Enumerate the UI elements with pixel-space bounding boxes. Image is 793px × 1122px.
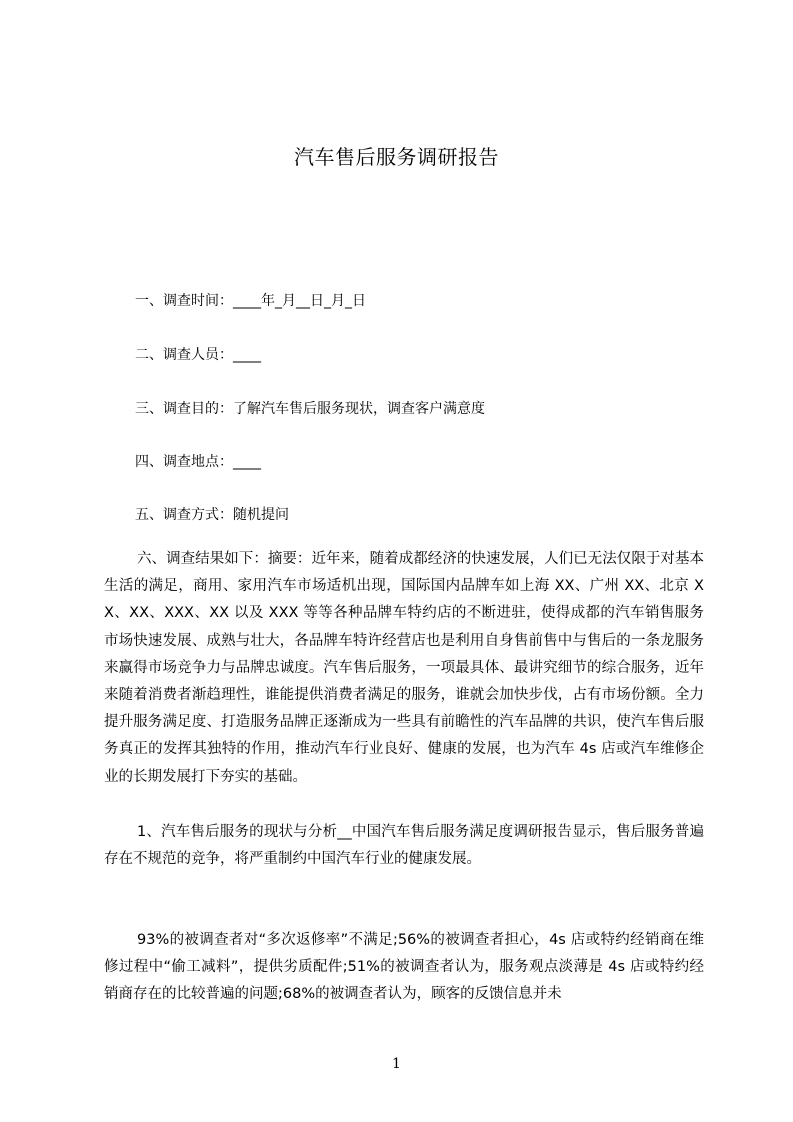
- survey-purpose-line: 三、调查目的：了解汽车售后服务现状，调查客户满意度: [135, 401, 485, 417]
- document-title: 汽车售后服务调研报告: [294, 145, 499, 169]
- survey-statistics-paragraph: 93%的被调查者对“多次返修率”不满足;56%的被调查者担心，4s 店或特约经销商在维修过程中“偷工减料”，提供劣质配件;51%的被调查者认为，服务观点淡薄是 4s 店或特约经销商存在的比较普遍的问题;68%的被调查者认为，顾客的反馈信息并未: [104, 932, 704, 1003]
- survey-location-line: 四、调查地点：____: [135, 454, 261, 470]
- aftersales-status-paragraph: 1、汽车售后服务的现状与分析__中国汽车售后服务满足度调研报告显示，售后服务普遍存在不规范的竞争，将严重制约中国汽车行业的健康发展。: [104, 824, 704, 868]
- survey-time-line: 一、调查时间：____年_月__日_月_日: [135, 293, 366, 309]
- survey-staff-line: 二、调查人员：____: [135, 347, 261, 363]
- survey-method-line: 五、调查方式：随机提问: [135, 507, 289, 523]
- page-number: 1: [392, 1056, 401, 1072]
- survey-results-paragraph: 六、调查结果如下：摘要：近年来，随着成都经济的快速发展，人们已无法仅限于对基本生活的满足，商用、家用汽车市场适机出现，国际国内品牌车如上海 XX、广州 XX、北京 XX、XX、XXX、XX 以及 XXX 等等各种品牌车特约店的不断进驻，使得成都的汽车销售服务市场快速发展、成熟与壮大，各品牌车特许经营店也是利用自身售前售中与售后的一条龙服务来赢得市场竞争力与品牌忠诚度。汽车售后服务，一项最具体、最讲究细节的综合服务，近年来随着消费者渐趋理性，谁能提供消费者满足的服务，谁就会加快步伐，占有市场份额。全力提升服务满足度、打造服务品牌正逐渐成为一些具有前瞻性的汽车品牌的共识，使汽车售后服务真正的发挥其独特的作用，推动汽车行业良好、健康的发展，也为汽车 4s 店或汽车维修企业的长期发展打下夯实的基础。: [104, 551, 704, 785]
